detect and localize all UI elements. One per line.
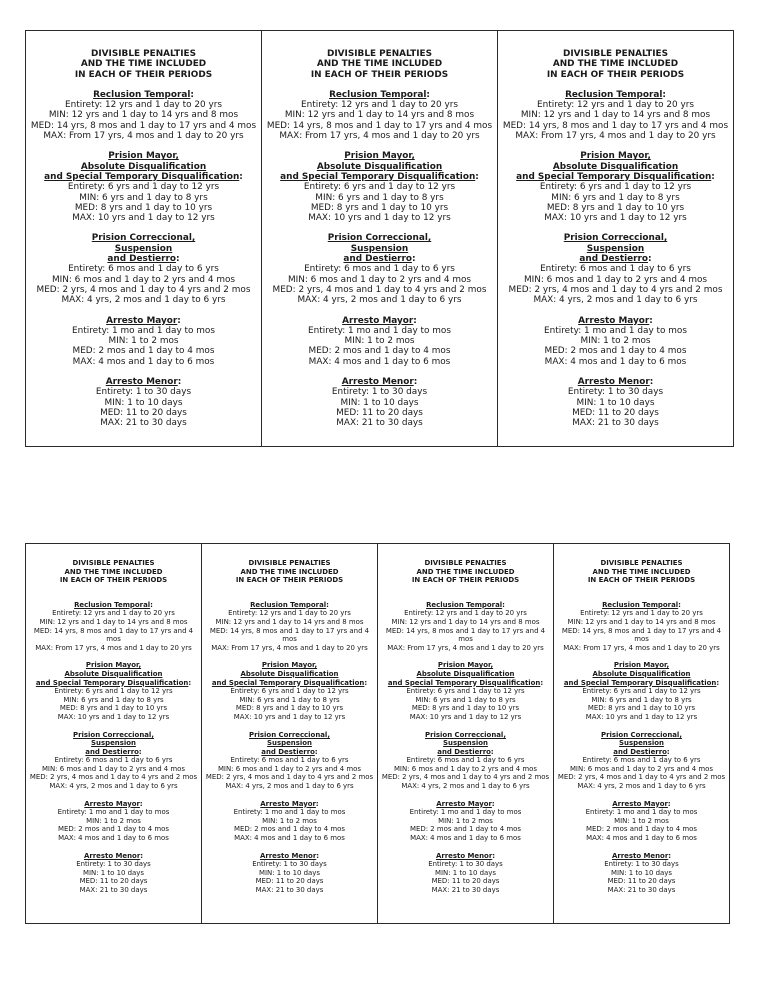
section-title-colon: :	[649, 315, 653, 326]
period-line: MIN: 12 yrs and 1 day to 14 yrs and 8 mos	[284, 110, 475, 121]
penalty-section	[263, 377, 496, 428]
penalty-section	[27, 731, 200, 791]
period-line: MIN: 12 yrs and 1 day to 14 yrs and 8 mos	[391, 617, 540, 626]
period-line: Entirety: 6 yrs and 1 day to 12 yrs	[303, 182, 456, 193]
period-line: Entirety: 12 yrs and 1 day to 20 yrs	[580, 609, 703, 618]
section-title-colon: :	[364, 678, 368, 687]
penalty-section	[379, 661, 552, 721]
penalty-section	[499, 90, 732, 141]
section-title-colon: :	[502, 600, 505, 609]
section-title-colon: :	[177, 377, 182, 388]
section-title-colon: :	[190, 89, 194, 100]
section-title-text: Arresto Menor	[83, 851, 141, 860]
period-line: MED: 11 to 20 days	[431, 877, 500, 886]
period-line: MED: 2 mos and 1 day to 4 mos	[410, 825, 521, 834]
period-line: Entirety: 12 yrs and 1 day to 20 yrs	[52, 609, 175, 618]
penalty-section	[27, 90, 260, 141]
section-title-text: Prision Mayor, Absolute Disqualification and Special Temporary Disqualification	[563, 661, 717, 687]
section-title	[27, 316, 260, 326]
period-line: Entirety: 1 mo and 1 day to mos	[233, 808, 346, 817]
section-title	[499, 90, 732, 100]
period-line: MED: 2 yrs, 4 mos and 1 day to 4 yrs and 2 mos	[36, 284, 251, 295]
section-title-text: Arresto Mayor	[84, 799, 140, 808]
section-title-colon: :	[326, 600, 329, 609]
period-line: MAX: 4 mos and 1 day to 6 mos	[234, 834, 345, 843]
section-title-colon: :	[316, 851, 320, 860]
section-title	[203, 601, 376, 610]
card-heading: DIVISIBLE PENALTIES AND THE TIME INCLUDED IN EACH OF THEIR PERIODS	[587, 559, 696, 585]
section-title	[263, 90, 496, 100]
period-line: Entirety: 6 mos and 1 day to 6 yrs	[230, 756, 349, 765]
section-title-text: Reclusion Temporal	[329, 89, 427, 100]
period-line: MIN: 6 yrs and 1 day to 8 yrs	[315, 192, 444, 203]
section-title-colon: :	[490, 747, 494, 756]
period-line: MAX: 4 yrs, 2 mos and 1 day to 6 yrs	[577, 782, 706, 791]
card-heading: DIVISIBLE PENALTIES AND THE TIME INCLUDED IN EACH OF THEIR PERIODS	[59, 559, 168, 585]
section-title-colon: :	[138, 747, 142, 756]
penalty-section	[499, 151, 732, 223]
period-line: Entirety: 1 mo and 1 day to mos	[72, 325, 215, 336]
card-heading: DIVISIBLE PENALTIES AND THE TIME INCLUDED IN EACH OF THEIR PERIODS	[74, 49, 213, 80]
period-line: Entirety: 6 mos and 1 day to 6 yrs	[68, 264, 219, 275]
section-title	[499, 233, 732, 264]
period-line: MED: 2 mos and 1 day to 4 mos	[544, 346, 687, 357]
section-title-colon: :	[678, 600, 681, 609]
section-title-colon: :	[188, 678, 192, 687]
card-heading: DIVISIBLE PENALTIES AND THE TIME INCLUDED IN EACH OF THEIR PERIODS	[235, 559, 344, 585]
section-title-colon: :	[412, 254, 416, 265]
period-line: MIN: 1 to 2 mos	[108, 336, 179, 347]
penalty-section	[27, 852, 200, 895]
section-title-colon: :	[176, 254, 180, 265]
section-title-text: Arresto Mayor	[342, 315, 414, 326]
period-line: MED: 14 yrs, 8 mos and 1 day to 17 yrs and 4 mos	[561, 626, 722, 644]
penalty-card	[554, 544, 729, 923]
penalty-card	[26, 544, 202, 923]
section-title-text: Reclusion Temporal	[74, 600, 151, 609]
section-title-text: Arresto Menor	[105, 377, 178, 388]
period-line: Entirety: 1 mo and 1 day to mos	[585, 808, 698, 817]
period-line: MAX: 21 to 30 days	[255, 886, 324, 894]
section-title-colon: :	[648, 254, 652, 265]
section-title-colon: :	[711, 171, 715, 182]
period-line: MIN: 1 to 2 mos	[86, 816, 141, 825]
penalty-section	[379, 800, 552, 843]
period-line: MAX: 21 to 30 days	[79, 886, 148, 894]
period-line: MED: 2 yrs, 4 mos and 1 day to 4 yrs and 2 mos	[381, 773, 550, 782]
section-title-colon: :	[177, 315, 181, 326]
period-line: MED: 14 yrs, 8 mos and 1 day to 17 yrs and 4 mos	[30, 120, 257, 131]
period-line: MAX: 4 mos and 1 day to 6 mos	[72, 356, 215, 367]
period-line: MED: 11 to 20 days	[572, 407, 659, 418]
section-title-text: Arresto Mayor	[578, 315, 650, 326]
section-title-colon: :	[475, 171, 479, 182]
period-line: MAX: 4 mos and 1 day to 6 mos	[544, 356, 687, 367]
section-title	[263, 316, 496, 326]
period-line: MAX: From 17 yrs, 4 mos and 1 day to 20 yrs	[563, 643, 720, 652]
section-title-text: Arresto Menor	[341, 377, 414, 388]
period-line: MAX: 4 yrs, 2 mos and 1 day to 6 yrs	[225, 782, 354, 791]
period-line: MAX: 10 yrs and 1 day to 12 yrs	[308, 213, 451, 224]
section-title-text: Prision Mayor, Absolute Disqualification and Special Temporary Disqualification	[35, 661, 189, 687]
section-title-text: Arresto Mayor	[260, 799, 316, 808]
period-line: MED: 8 yrs and 1 day to 10 yrs	[235, 704, 344, 713]
section-title-colon: :	[662, 89, 666, 100]
section-title-text: Prision Correccional, Suspension and Destierro	[425, 730, 506, 756]
section-title-text: Reclusion Temporal	[426, 600, 503, 609]
period-line: MIN: 6 mos and 1 day to 2 yrs and 4 mos	[287, 274, 472, 285]
penalty-section	[555, 661, 728, 721]
section-title-text: Prision Correccional, Suspension and Destierro	[327, 233, 432, 265]
period-line: MAX: 4 yrs, 2 mos and 1 day to 6 yrs	[533, 295, 698, 306]
period-line: MAX: 10 yrs and 1 day to 12 yrs	[57, 712, 170, 721]
section-title-colon: :	[239, 171, 243, 182]
period-line: MED: 14 yrs, 8 mos and 1 day to 17 yrs and 4 mos	[266, 120, 493, 131]
period-line: Entirety: 12 yrs and 1 day to 20 yrs	[537, 100, 694, 111]
penalty-section	[499, 316, 732, 367]
period-line: MAX: From 17 yrs, 4 mos and 1 day to 20 yrs	[515, 131, 716, 142]
period-line: MED: 11 to 20 days	[100, 407, 187, 418]
period-line: Entirety: 1 to 30 days	[428, 860, 503, 869]
period-line: MED: 8 yrs and 1 day to 10 yrs	[59, 704, 168, 713]
section-title-text: Prision Correccional, Suspension and Destierro	[563, 233, 668, 265]
period-line: MIN: 6 mos and 1 day to 2 yrs and 4 mos	[41, 764, 186, 773]
section-title-text: Arresto Menor	[577, 377, 650, 388]
period-line: MED: 14 yrs, 8 mos and 1 day to 17 yrs and 4 mos	[33, 626, 194, 644]
section-title-text: Prision Correccional, Suspension and Destierro	[91, 233, 196, 265]
penalty-section	[499, 233, 732, 305]
section-title	[263, 233, 496, 264]
penalty-section	[203, 661, 376, 721]
period-line: MAX: 4 yrs, 2 mos and 1 day to 6 yrs	[297, 295, 462, 306]
section-title	[263, 377, 496, 387]
section-title-colon: :	[492, 851, 496, 860]
period-line: MAX: 21 to 30 days	[431, 886, 500, 894]
period-line: Entirety: 1 to 30 days	[331, 387, 428, 398]
period-line: MAX: 21 to 30 days	[572, 418, 659, 429]
period-line: MED: 11 to 20 days	[607, 877, 676, 886]
section-title	[203, 852, 376, 861]
penalty-section	[263, 151, 496, 223]
penalty-section	[263, 233, 496, 305]
period-line: MIN: 6 mos and 1 day to 2 yrs and 4 mos	[523, 274, 708, 285]
period-line: Entirety: 6 mos and 1 day to 6 yrs	[304, 264, 455, 275]
penalty-section	[27, 316, 260, 367]
penalty-card	[26, 31, 262, 446]
period-line: MIN: 1 to 10 days	[83, 868, 144, 877]
section-title-text: Prision Correccional, Suspension and Destierro	[249, 730, 330, 756]
period-line: MAX: 10 yrs and 1 day to 12 yrs	[585, 712, 698, 721]
section-title	[555, 852, 728, 861]
period-line: MIN: 12 yrs and 1 day to 14 yrs and 8 mos	[520, 110, 711, 121]
section-title	[27, 800, 200, 809]
period-line: Entirety: 6 yrs and 1 day to 12 yrs	[54, 687, 173, 696]
section-title-text: Arresto Menor	[259, 851, 317, 860]
period-line: MAX: 4 yrs, 2 mos and 1 day to 6 yrs	[49, 782, 178, 791]
section-title-colon: :	[426, 89, 430, 100]
section-title	[379, 601, 552, 610]
section-title	[203, 661, 376, 687]
period-line: Entirety: 6 yrs and 1 day to 12 yrs	[67, 182, 220, 193]
period-line: MIN: 6 mos and 1 day to 2 yrs and 4 mos	[569, 764, 714, 773]
penalty-section	[27, 601, 200, 653]
penalty-section	[555, 731, 728, 791]
period-line: MIN: 6 mos and 1 day to 2 yrs and 4 mos	[393, 764, 538, 773]
penalty-section	[27, 151, 260, 223]
penalty-section	[379, 731, 552, 791]
period-line: MAX: From 17 yrs, 4 mos and 1 day to 20 yrs	[43, 131, 244, 142]
section-title-text: Arresto Menor	[435, 851, 493, 860]
period-line: MAX: From 17 yrs, 4 mos and 1 day to 20 yrs	[387, 643, 544, 652]
period-line: MAX: From 17 yrs, 4 mos and 1 day to 20 yrs	[279, 131, 480, 142]
section-title	[379, 661, 552, 687]
period-line: MIN: 1 to 10 days	[576, 397, 655, 408]
period-line: MAX: 21 to 30 days	[100, 418, 187, 429]
period-line: Entirety: 6 yrs and 1 day to 12 yrs	[582, 687, 701, 696]
period-line: MIN: 6 yrs and 1 day to 8 yrs	[551, 192, 680, 203]
period-line: MAX: From 17 yrs, 4 mos and 1 day to 20 yrs	[35, 643, 192, 652]
penalty-card	[498, 31, 733, 446]
penalty-section	[27, 800, 200, 843]
period-line: Entirety: 6 mos and 1 day to 6 yrs	[582, 756, 701, 765]
period-line: MED: 14 yrs, 8 mos and 1 day to 17 yrs and 4 mos	[209, 626, 370, 644]
section-title	[379, 800, 552, 809]
penalty-section	[203, 800, 376, 843]
period-line: Entirety: 6 yrs and 1 day to 12 yrs	[539, 182, 692, 193]
section-title	[27, 852, 200, 861]
period-line: MED: 2 mos and 1 day to 4 mos	[72, 346, 215, 357]
card-heading: DIVISIBLE PENALTIES AND THE TIME INCLUDED IN EACH OF THEIR PERIODS	[546, 49, 685, 80]
section-title-colon: :	[540, 678, 544, 687]
period-line: MED: 8 yrs and 1 day to 10 yrs	[587, 704, 696, 713]
penalty-section	[203, 852, 376, 895]
period-line: Entirety: 1 to 30 days	[604, 860, 679, 869]
period-line: MAX: 4 mos and 1 day to 6 mos	[586, 834, 697, 843]
period-line: MED: 2 yrs, 4 mos and 1 day to 4 yrs and 2 mos	[205, 773, 374, 782]
period-line: MAX: 21 to 30 days	[607, 886, 676, 894]
penalty-section	[27, 377, 260, 428]
penalty-card	[378, 544, 554, 923]
section-title	[27, 377, 260, 387]
penalty-section	[27, 233, 260, 305]
period-line: MAX: 10 yrs and 1 day to 12 yrs	[544, 213, 687, 224]
section-title	[263, 151, 496, 182]
period-line: MIN: 1 to 2 mos	[344, 336, 415, 347]
period-line: MED: 2 yrs, 4 mos and 1 day to 4 yrs and 2 mos	[272, 284, 487, 295]
period-line: MED: 2 yrs, 4 mos and 1 day to 4 yrs and 2 mos	[508, 284, 723, 295]
section-title-text: Prision Mayor, Absolute Disqualification and Special Temporary Disqualification	[516, 151, 712, 182]
section-title-text: Reclusion Temporal	[602, 600, 679, 609]
period-line: MAX: 10 yrs and 1 day to 12 yrs	[233, 712, 346, 721]
section-title-text: Prision Mayor, Absolute Disqualification and Special Temporary Disqualification	[387, 661, 541, 687]
penalty-section	[379, 601, 552, 653]
period-line: MED: 8 yrs and 1 day to 10 yrs	[411, 704, 520, 713]
period-line: MAX: 10 yrs and 1 day to 12 yrs	[409, 712, 522, 721]
period-line: MIN: 6 yrs and 1 day to 8 yrs	[239, 695, 340, 704]
section-title	[499, 377, 732, 387]
section-title-colon: :	[315, 799, 319, 808]
period-line: Entirety: 1 to 30 days	[567, 387, 664, 398]
penalty-section	[27, 661, 200, 721]
section-title	[555, 601, 728, 610]
section-title-text: Prision Correccional, Suspension and Destierro	[73, 730, 154, 756]
section-title-text: Prision Mayor, Absolute Disqualification and Special Temporary Disqualification	[44, 151, 240, 182]
period-line: MIN: 6 mos and 1 day to 2 yrs and 4 mos	[51, 274, 236, 285]
penalty-card	[262, 31, 498, 446]
period-line: Entirety: 6 mos and 1 day to 6 yrs	[540, 264, 691, 275]
period-line: Entirety: 1 mo and 1 day to mos	[544, 325, 687, 336]
period-line: MIN: 1 to 10 days	[259, 868, 320, 877]
section-title	[27, 90, 260, 100]
period-line: Entirety: 12 yrs and 1 day to 20 yrs	[228, 609, 351, 618]
period-line: MIN: 1 to 2 mos	[262, 816, 317, 825]
period-line: Entirety: 1 to 30 days	[95, 387, 192, 398]
section-title-colon: :	[150, 600, 153, 609]
period-line: Entirety: 1 to 30 days	[252, 860, 327, 869]
section-title-text: Arresto Menor	[611, 851, 669, 860]
period-line: MED: 2 mos and 1 day to 4 mos	[58, 825, 169, 834]
section-title-colon: :	[140, 851, 144, 860]
penalty-section	[379, 852, 552, 895]
period-line: MED: 2 mos and 1 day to 4 mos	[234, 825, 345, 834]
period-line: MED: 11 to 20 days	[79, 877, 148, 886]
penalty-section	[203, 601, 376, 653]
period-line: Entirety: 6 yrs and 1 day to 12 yrs	[230, 687, 349, 696]
section-title	[203, 800, 376, 809]
period-line: MIN: 6 yrs and 1 day to 8 yrs	[79, 192, 208, 203]
period-line: MIN: 12 yrs and 1 day to 14 yrs and 8 mos	[48, 110, 239, 121]
section-title-text: Arresto Mayor	[436, 799, 492, 808]
period-line: Entirety: 12 yrs and 1 day to 20 yrs	[404, 609, 527, 618]
period-line: MIN: 1 to 2 mos	[580, 336, 651, 347]
section-title-colon: :	[139, 799, 143, 808]
period-line: Entirety: 6 yrs and 1 day to 12 yrs	[406, 687, 525, 696]
section-title-colon: :	[314, 747, 318, 756]
section-title-colon: :	[716, 678, 720, 687]
period-line: MIN: 6 yrs and 1 day to 8 yrs	[415, 695, 516, 704]
period-line: MIN: 1 to 2 mos	[438, 816, 493, 825]
period-line: Entirety: 1 to 30 days	[76, 860, 151, 869]
period-line: MED: 11 to 20 days	[255, 877, 324, 886]
penalty-section	[263, 90, 496, 141]
period-line: MIN: 1 to 10 days	[104, 397, 183, 408]
period-line: Entirety: 1 mo and 1 day to mos	[57, 808, 170, 817]
period-line: MIN: 6 yrs and 1 day to 8 yrs	[591, 695, 692, 704]
section-title-colon: :	[491, 799, 495, 808]
period-line: MIN: 12 yrs and 1 day to 14 yrs and 8 mos	[215, 617, 364, 626]
penalty-section	[555, 852, 728, 895]
section-title-text: Arresto Mayor	[106, 315, 178, 326]
period-line: MIN: 12 yrs and 1 day to 14 yrs and 8 mos	[567, 617, 716, 626]
period-line: MIN: 1 to 10 days	[611, 868, 672, 877]
period-line: MAX: 4 yrs, 2 mos and 1 day to 6 yrs	[401, 782, 530, 791]
period-line: MIN: 1 to 10 days	[340, 397, 419, 408]
section-title-text: Arresto Mayor	[612, 799, 668, 808]
period-line: Entirety: 1 mo and 1 day to mos	[409, 808, 522, 817]
period-line: Entirety: 12 yrs and 1 day to 20 yrs	[301, 100, 458, 111]
bottom-penalty-table	[25, 543, 730, 924]
section-title-colon: :	[413, 377, 418, 388]
period-line: MAX: 4 mos and 1 day to 6 mos	[58, 834, 169, 843]
period-line: MED: 8 yrs and 1 day to 10 yrs	[74, 202, 213, 213]
section-title	[555, 731, 728, 757]
period-line: MIN: 6 yrs and 1 day to 8 yrs	[63, 695, 164, 704]
period-line: MED: 11 to 20 days	[336, 407, 423, 418]
penalty-section	[203, 731, 376, 791]
period-line: MAX: 4 mos and 1 day to 6 mos	[410, 834, 521, 843]
period-line: Entirety: 1 mo and 1 day to mos	[308, 325, 451, 336]
section-title-text: Prision Mayor, Absolute Disqualification and Special Temporary Disqualification	[211, 661, 365, 687]
section-title	[379, 852, 552, 861]
penalty-card	[202, 544, 378, 923]
period-line: MED: 2 mos and 1 day to 4 mos	[308, 346, 451, 357]
section-title-text: Prision Correccional, Suspension and Destierro	[601, 730, 682, 756]
period-line: MIN: 1 to 2 mos	[614, 816, 669, 825]
top-penalty-table	[25, 30, 734, 447]
period-line: Entirety: 6 mos and 1 day to 6 yrs	[54, 756, 173, 765]
period-line: MIN: 1 to 10 days	[435, 868, 496, 877]
section-title	[499, 151, 732, 182]
section-title-colon: :	[668, 851, 672, 860]
penalty-section	[555, 800, 728, 843]
period-line: MED: 8 yrs and 1 day to 10 yrs	[310, 202, 449, 213]
section-title-text: Reclusion Temporal	[93, 89, 191, 100]
period-line: MED: 2 yrs, 4 mos and 1 day to 4 yrs and 2 mos	[29, 773, 198, 782]
section-title-colon: :	[413, 315, 417, 326]
section-title	[555, 661, 728, 687]
section-title-colon: :	[667, 799, 671, 808]
section-title	[27, 731, 200, 757]
section-title	[27, 661, 200, 687]
card-heading: DIVISIBLE PENALTIES AND THE TIME INCLUDED IN EACH OF THEIR PERIODS	[411, 559, 520, 585]
period-line: MAX: 21 to 30 days	[336, 418, 423, 429]
period-line: MIN: 6 mos and 1 day to 2 yrs and 4 mos	[217, 764, 362, 773]
section-title-colon: :	[649, 377, 654, 388]
section-title-text: Prision Mayor, Absolute Disqualification and Special Temporary Disqualification	[280, 151, 476, 182]
period-line: Entirety: 12 yrs and 1 day to 20 yrs	[65, 100, 222, 111]
section-title-text: Reclusion Temporal	[250, 600, 327, 609]
period-line: MAX: From 17 yrs, 4 mos and 1 day to 20 yrs	[211, 643, 368, 652]
period-line: MED: 14 yrs, 8 mos and 1 day to 17 yrs and 4 mos	[385, 626, 546, 644]
period-line: MED: 2 yrs, 4 mos and 1 day to 4 yrs and 2 mos	[557, 773, 726, 782]
section-title	[27, 233, 260, 264]
penalty-section	[555, 601, 728, 653]
period-line: MIN: 12 yrs and 1 day to 14 yrs and 8 mos	[39, 617, 188, 626]
card-heading: DIVISIBLE PENALTIES AND THE TIME INCLUDED IN EACH OF THEIR PERIODS	[310, 49, 449, 80]
section-title	[203, 731, 376, 757]
section-title	[379, 731, 552, 757]
section-title-text: Reclusion Temporal	[565, 89, 663, 100]
penalty-section	[499, 377, 732, 428]
section-title	[499, 316, 732, 326]
period-line: MED: 2 mos and 1 day to 4 mos	[586, 825, 697, 834]
penalty-section	[263, 316, 496, 367]
period-line: MAX: 4 yrs, 2 mos and 1 day to 6 yrs	[61, 295, 226, 306]
section-title	[27, 601, 200, 610]
section-title	[555, 800, 728, 809]
period-line: MED: 8 yrs and 1 day to 10 yrs	[546, 202, 685, 213]
period-line: MAX: 10 yrs and 1 day to 12 yrs	[72, 213, 215, 224]
section-title	[27, 151, 260, 182]
period-line: MED: 14 yrs, 8 mos and 1 day to 17 yrs and 4 mos	[502, 120, 729, 131]
section-title-colon: :	[666, 747, 670, 756]
period-line: Entirety: 6 mos and 1 day to 6 yrs	[406, 756, 525, 765]
period-line: MAX: 4 mos and 1 day to 6 mos	[308, 356, 451, 367]
